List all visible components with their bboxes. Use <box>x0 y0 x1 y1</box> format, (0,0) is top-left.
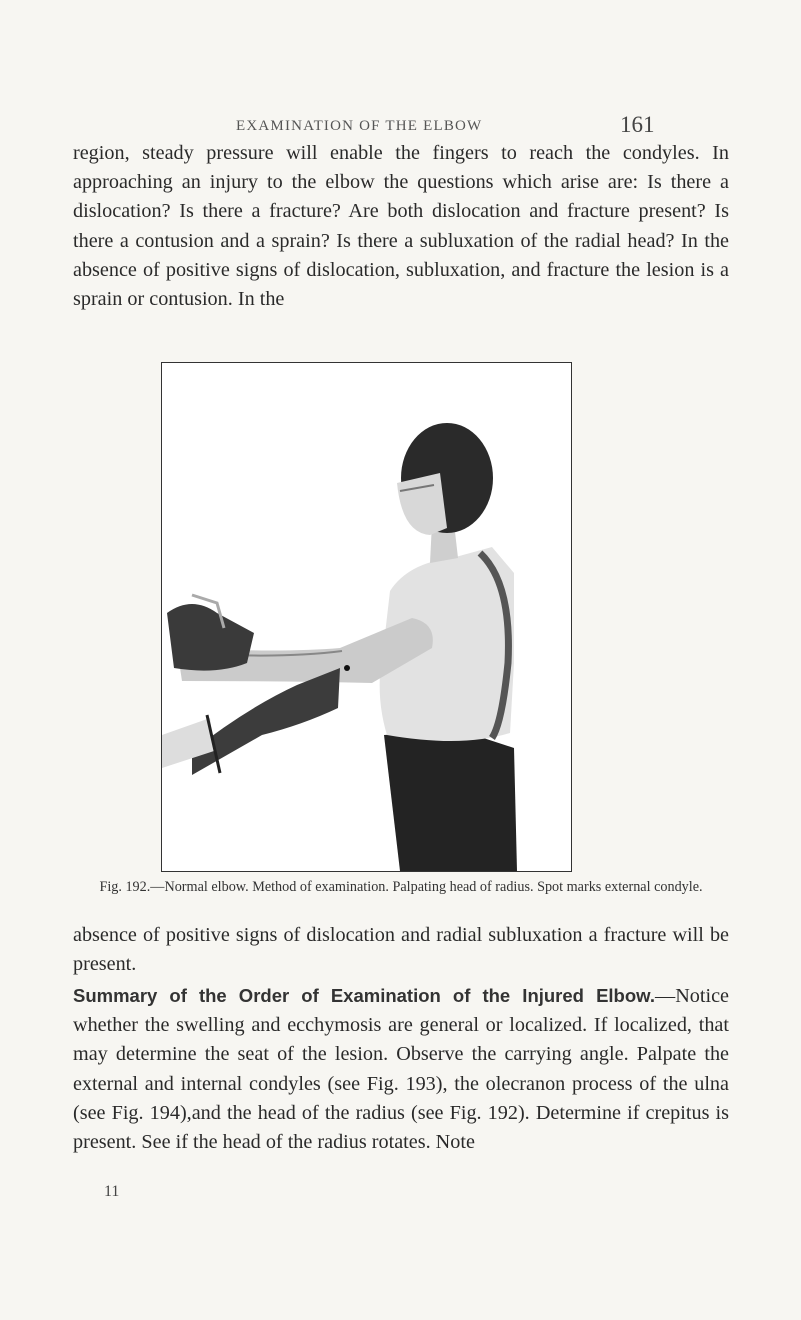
elbow-exam-photo <box>162 363 571 871</box>
figure-photo <box>161 362 572 872</box>
summary-heading: Summary of the Order of Examination of the Injured Elbow. <box>73 985 655 1006</box>
figure-caption: Fig. 192.—Normal elbow. Method of examination. Palpating head of radius. Spot marks external condyle. <box>99 879 703 895</box>
summary-paragraph <box>73 981 729 1157</box>
signature-mark: 11 <box>104 1183 120 1200</box>
page-number: 161 <box>620 112 655 137</box>
running-head: EXAMINATION OF THE ELBOW <box>236 118 483 134</box>
summary-text: —Notice whether the swelling and ecchymosis are general or localized. If localized, that may determine the seat of the lesion. Observe the carrying angle. Palpate the external and internal condyles (see Fig. 193), the olecranon process of the ulna (see Fig. 194),and the head of the radius (see Fig. 192). Determine if crepitus is present. See if the head of the radius rotates. Note <box>73 985 729 1154</box>
paragraph-continued: absence of positive signs of dislocation and radial subluxation a fracture will be present. <box>73 924 729 976</box>
paragraph-top: region, steady pressure will enable the fingers to reach the condyles. In approaching an injury to the elbow the questions which arise are: Is there a dislocation? Is there a fracture? Are both dislocation and fracture present? Is there a contusion and a sprain? Is there a subluxation of the radial head? In the absence of positive signs of dislocation, subluxation, and fracture the lesion is a sprain or contusion. In the <box>73 142 729 311</box>
